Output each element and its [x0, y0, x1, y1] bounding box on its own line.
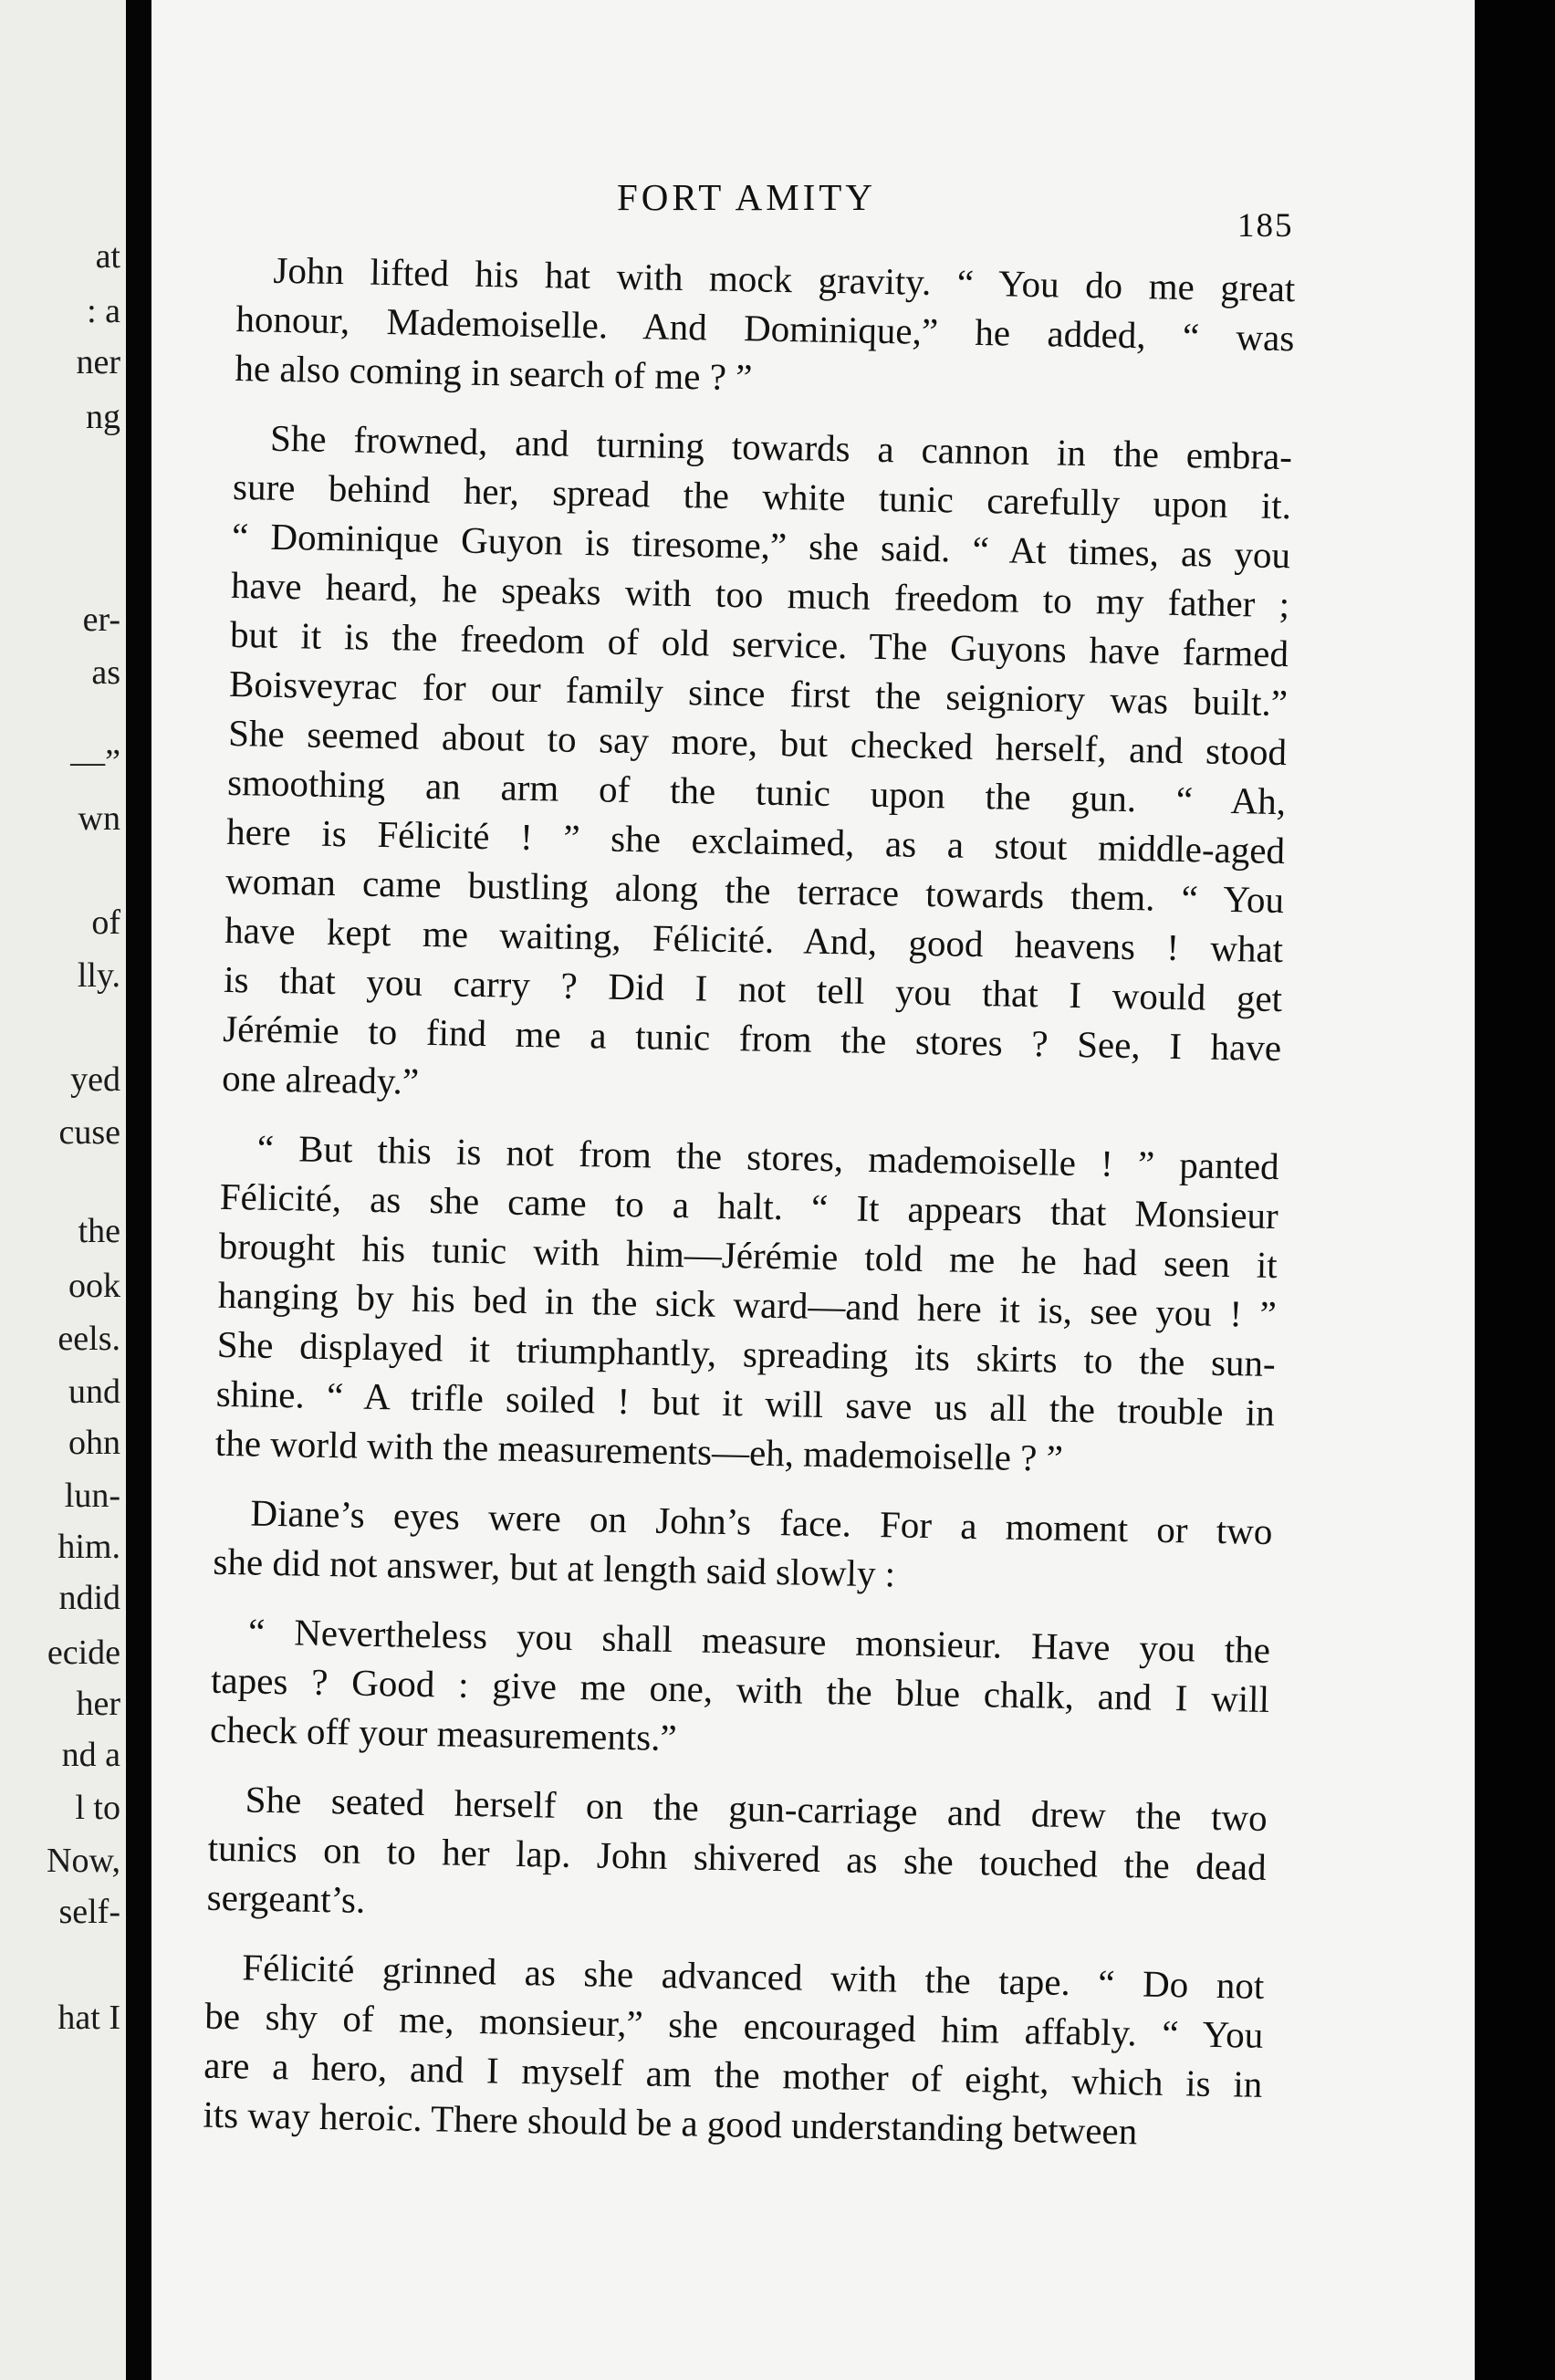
text-line: have heard, he speaks with too much freedom to my father ;: [230, 563, 1290, 626]
text-line: She displayed it triumphantly, spreading its skirts to the sun-: [216, 1322, 1277, 1385]
facing-page-fragment: ner: [76, 343, 120, 381]
text-line: Félicité grinned as she advanced with the tape. “ Do not: [241, 1946, 1265, 2007]
facing-page-fragment: ng: [86, 398, 120, 436]
text-line: shine. “ A trifle soiled ! but it will save us all the trouble in: [215, 1372, 1276, 1435]
text-line: are a hero, and I myself am the mother of eight, which is in: [204, 2043, 1263, 2105]
text-line: Félicité, as she came to a halt. “ It appears that Monsieur: [219, 1174, 1279, 1237]
facing-page-fragment: ohn: [68, 1424, 120, 1462]
book-page: [151, 0, 1475, 2380]
text-line: tapes ? Good : give me one, with the blue chalk, and I will: [210, 1658, 1270, 1720]
text-line: Diane’s eyes were on John’s face. For a moment or two: [250, 1491, 1273, 1553]
paragraph: [222, 412, 1293, 1122]
text-line: but it is the freedom of old service. The Guyons have farmed: [229, 612, 1289, 675]
text-line: tunics on to her lap. John shivered as she touched the dead: [207, 1826, 1268, 1888]
text-line: John lifted his hat with mock gravity. “ You do me great: [273, 248, 1296, 310]
paragraph: [210, 1606, 1271, 1773]
facing-page-fragment: und: [68, 1373, 120, 1411]
facing-page-fragment: er-: [82, 600, 120, 639]
facing-page-fragment: him.: [57, 1528, 120, 1566]
page-header: [151, 175, 1475, 245]
facing-page-fragment: lun-: [64, 1477, 120, 1515]
text-line: woman came bustling along the terrace towards them. “ You: [224, 859, 1285, 922]
text-line: She frowned, and turning towards a cannon in the embra-: [269, 416, 1293, 478]
text-line: brought his tunic with him—Jérémie told me he had seen it: [218, 1224, 1278, 1287]
paragraph: [203, 1942, 1265, 2158]
facing-page-fragment: nd a: [61, 1736, 120, 1774]
text-line: one already.”: [221, 1056, 420, 1102]
facing-page-fragment: ecide: [47, 1634, 120, 1672]
facing-page-fragment: hat I: [57, 1999, 120, 2037]
text-line: smoothing an arm of the tunic upon the gun. “ Ah,: [226, 760, 1287, 823]
text-line: “ Dominique Guyon is tiresome,” she said. “ At times, as you: [231, 514, 1291, 577]
facing-page-fragment: cuse: [58, 1113, 120, 1152]
facing-page-fragment: as: [91, 653, 120, 692]
text-line: she did not answer, but at length said slowly :: [213, 1540, 896, 1595]
text-line: Jérémie to find me a tunic from the stores ? See, I have: [222, 1007, 1282, 1070]
facing-page-fragment: l to: [75, 1789, 120, 1827]
text-line: check off your measurements.”: [209, 1707, 678, 1759]
facing-page-text-fragments: [0, 0, 126, 2380]
paragraph: [206, 1774, 1268, 1941]
text-line: sure behind her, spread the white tunic carefully upon it.: [232, 465, 1292, 527]
text-line: sergeant’s.: [206, 1875, 366, 1921]
facing-page-fragment: ook: [68, 1267, 120, 1305]
paragraph: [214, 1122, 1279, 1487]
text-line: honour, Mademoiselle. And Dominique,” he added, “ was: [235, 297, 1295, 360]
text-line: have kept me waiting, Félicité. And, good heavens ! what: [224, 908, 1284, 971]
facing-page-fragment: Now,: [47, 1842, 120, 1880]
facing-page-fragment: at: [95, 237, 120, 276]
facing-page-fragment: ndid: [58, 1579, 120, 1617]
facing-page-fragment: wn: [78, 799, 120, 838]
text-line: its way heroic. There should be a good understanding between: [203, 2093, 1138, 2153]
facing-page-fragment: —”: [70, 743, 120, 781]
facing-page-fragment: the: [78, 1212, 120, 1250]
text-line: “ But this is not from the stores, mademoiselle ! ” panted: [256, 1126, 1280, 1188]
facing-page-edge: [0, 0, 126, 2380]
scan-border: [1475, 0, 1555, 2380]
book-gutter: [126, 0, 151, 2380]
facing-page-fragment: eels.: [57, 1320, 120, 1358]
facing-page-fragment: her: [76, 1685, 120, 1723]
facing-page-fragment: : a: [87, 292, 120, 330]
text-line: “ Nevertheless you shall measure monsieur. Have you the: [247, 1610, 1271, 1671]
paragraph: [235, 245, 1296, 412]
facing-page-fragment: yed: [70, 1060, 120, 1099]
facing-page-fragment: self-: [58, 1893, 120, 1931]
text-line: She seated herself on the gun-carriage and drew the two: [245, 1778, 1268, 1839]
running-head: FORT AMITY: [617, 176, 876, 218]
page-number: 185: [1237, 207, 1294, 245]
text-line: be shy of me, monsieur,” she encouraged him affably. “ You: [204, 1994, 1264, 2056]
text-line: here is Félicité ! ” she exclaimed, as a stout middle-aged: [225, 809, 1286, 872]
text-line: hanging by his bed in the sick ward—and here it is, see you ! ”: [217, 1273, 1278, 1336]
text-line: She seemed about to say more, but checked herself, and stood: [227, 711, 1288, 774]
facing-page-fragment: lly.: [77, 956, 120, 995]
text-line: the world with the measurements—eh, mademoiselle ? ”: [214, 1421, 1064, 1479]
facing-page-fragment: of: [91, 903, 120, 942]
body-text: [203, 245, 1296, 2158]
text-line: he also coming in search of me ? ”: [235, 346, 753, 399]
text-line: is that you carry ? Did I not tell you that I would get: [223, 957, 1283, 1020]
text-line: Boisveyrac for our family since first the seigniory was built.”: [228, 662, 1289, 725]
paragraph: [213, 1488, 1273, 1605]
